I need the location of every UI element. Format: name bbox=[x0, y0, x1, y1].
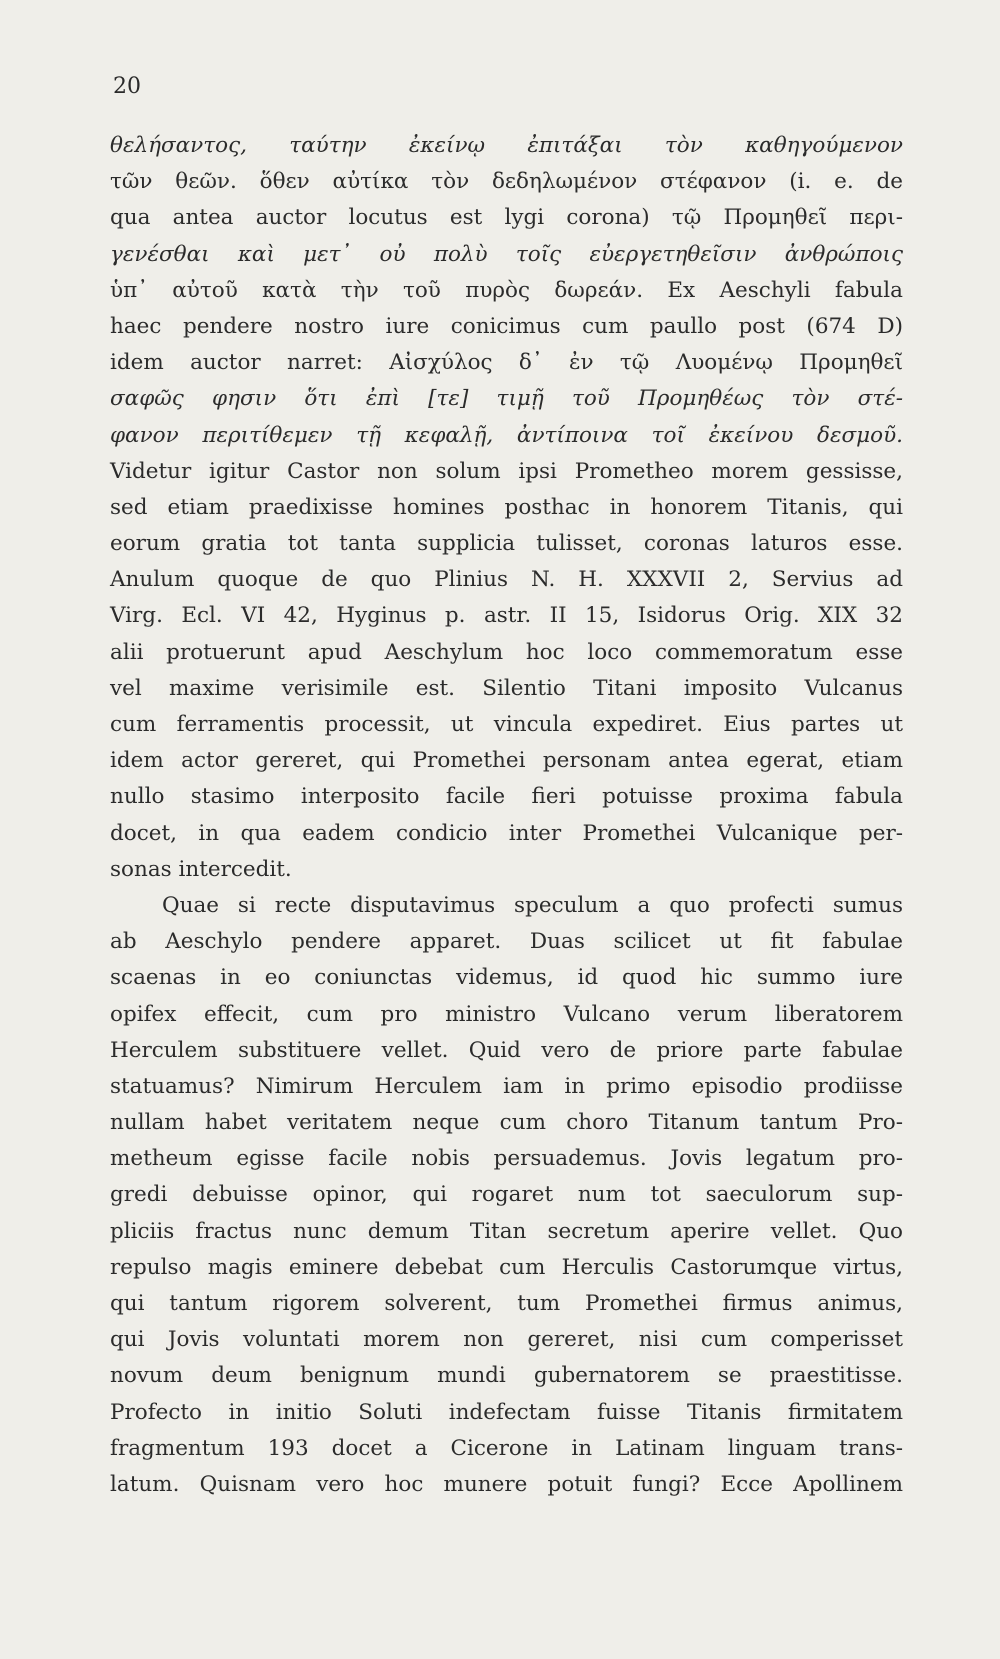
text-line: sonas intercedit. bbox=[110, 856, 292, 882]
text-line: haec pendere nostro iure conicimus cum paullo post (674 D) bbox=[110, 313, 903, 339]
text-line: fragmentum 193 docet a Cicerone in Latinam linguam trans- bbox=[110, 1435, 903, 1461]
text-line: statuamus? Nimirum Herculem iam in primo episodio prodiisse bbox=[110, 1073, 903, 1099]
text-line: nullo stasimo interposito facile fieri potuisse proxima fabula bbox=[110, 784, 903, 810]
text-line: Anulum quoque de quo Plinius N. H. XXXVII 2, Servius ad bbox=[110, 567, 903, 593]
body-text bbox=[110, 128, 903, 1503]
text-line: Videtur igitur Castor non solum ipsi Prometheo morem gessisse, bbox=[110, 458, 903, 484]
text-line: idem actor gereret, qui Promethei personam antea egerat, etiam bbox=[110, 748, 903, 774]
text-line: idem auctor narret: Αἰσχύλος δ᾽ ἐν τῷ Λυομένῳ Προμηθεῖ bbox=[110, 350, 903, 376]
page-number: 20 bbox=[113, 74, 141, 99]
text-line: sed etiam praedixisse homines posthac in honorem Titanis, qui bbox=[110, 494, 903, 520]
text-line: ὑπ᾽ αὐτοῦ κατὰ τὴν τοῦ πυρὸς δωρεάν. Ex Aeschyli fabula bbox=[110, 277, 903, 303]
text-line: alii protuerunt apud Aeschylum hoc loco commemoratum esse bbox=[110, 639, 903, 665]
text-line: nullam habet veritatem neque cum choro Titanum tantum Pro- bbox=[110, 1110, 903, 1136]
text-line: cum ferramentis processit, ut vincula expediret. Eius partes ut bbox=[110, 712, 903, 737]
text-line: Quae si recte disputavimus speculum a quo profecti sumus bbox=[162, 892, 903, 918]
text-line: docet, in qua eadem condicio inter Promethei Vulcanique per- bbox=[110, 820, 903, 846]
text-line: Herculem substituere vellet. Quid vero de priore parte fabulae bbox=[110, 1037, 903, 1063]
text-line: latum. Quisnam vero hoc munere potuit fungi? Ecce Apollinem bbox=[110, 1471, 903, 1497]
text-line: opifex effecit, cum pro ministro Vulcano verum liberatorem bbox=[110, 1001, 903, 1027]
text-line: vel maxime verisimile est. Silentio Titani imposito Vulcanus bbox=[110, 675, 903, 701]
text-line: scaenas in eo coniunctas videmus, id quod hic summo iure bbox=[110, 965, 903, 991]
text-line: repulso magis eminere debebat cum Herculis Castorumque virtus, bbox=[110, 1254, 903, 1280]
text-line: qui tantum rigorem solverent, tum Promethei firmus animus, bbox=[110, 1291, 903, 1316]
text-line: γενέσθαι καὶ μετ᾽ οὐ πολὺ τοῖς εὐεργετηθεῖσιν ἀνθρώποις bbox=[110, 241, 903, 267]
text-line: σαφῶς φησιν ὅτι ἐπὶ [τε] τιμῇ τοῦ Προμηθέως τὸν στέ- bbox=[110, 386, 903, 412]
text-line: qui Jovis voluntati morem non gereret, nisi cum comperisset bbox=[110, 1327, 903, 1353]
text-line: gredi debuisse opinor, qui rogaret num tot saeculorum sup- bbox=[110, 1182, 903, 1208]
text-line: φανον περιτίθεμεν τῇ κεφαλῇ, ἀντίποινα τοῖ ἐκείνου δεσμοῦ. bbox=[110, 422, 903, 448]
text-line: Profecto in initio Soluti indefectam fuisse Titanis firmitatem bbox=[110, 1399, 903, 1425]
text-line: τῶν θεῶν. ὅθεν αὐτίκα τὸν δεδηλωμένον στέφανον (i. e. de bbox=[110, 169, 903, 195]
text-line: qua antea auctor locutus est lygi corona) τῷ Προμηθεῖ περι- bbox=[110, 205, 903, 231]
text-line: ab Aeschylo pendere apparet. Duas scilicet ut fit fabulae bbox=[110, 929, 903, 955]
text-line: Virg. Ecl. VI 42, Hyginus p. astr. II 15, Isidorus Orig. XIX 32 bbox=[110, 603, 903, 629]
text-line: metheum egisse facile nobis persuademus. Jovis legatum pro- bbox=[110, 1146, 903, 1172]
text-line: θελήσαντος, ταύτην ἐκείνῳ ἐπιτάξαι τὸν καθηγούμενον bbox=[110, 133, 903, 158]
text-line: novum deum benignum mundi gubernatorem se praestitisse. bbox=[110, 1363, 903, 1389]
text-line: eorum gratia tot tanta supplicia tulisset, coronas laturos esse. bbox=[110, 531, 903, 557]
text-line: pliciis fractus nunc demum Titan secretum aperire vellet. Quo bbox=[110, 1218, 903, 1244]
